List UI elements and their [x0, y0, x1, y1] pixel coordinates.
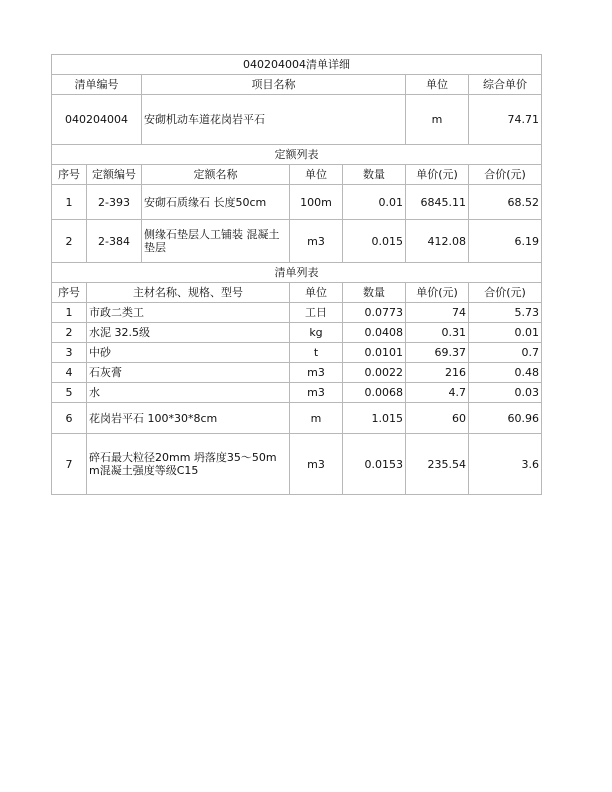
- quota-name: 安砌石质缘石 长度50cm: [142, 185, 290, 220]
- material-unit-header: 单位: [290, 283, 343, 303]
- material-name: 水: [87, 383, 290, 403]
- quota-no: 2: [52, 220, 87, 263]
- quota-qty-header: 数量: [343, 165, 406, 185]
- material-name: 花岗岩平石 100*30*8cm: [87, 403, 290, 434]
- material-unit-price: 60: [406, 403, 469, 434]
- material-row: [52, 343, 542, 363]
- material-total: 0.48: [469, 363, 542, 383]
- material-total: 0.03: [469, 383, 542, 403]
- quota-header-row: [52, 165, 542, 185]
- material-qty: 0.0408: [343, 323, 406, 343]
- quota-no-header: 序号: [52, 165, 87, 185]
- material-row: [52, 383, 542, 403]
- material-no: 6: [52, 403, 87, 434]
- material-total: 60.96: [469, 403, 542, 434]
- material-row: [52, 434, 542, 495]
- bill-row: [52, 95, 542, 145]
- quota-code-header: 定额编号: [87, 165, 142, 185]
- material-unit: m3: [290, 383, 343, 403]
- material-no: 5: [52, 383, 87, 403]
- quota-total: 6.19: [469, 220, 542, 263]
- material-section-row: [52, 263, 542, 283]
- material-unit: kg: [290, 323, 343, 343]
- material-unit-price: 216: [406, 363, 469, 383]
- quota-unit-header: 单位: [290, 165, 343, 185]
- material-qty: 0.0068: [343, 383, 406, 403]
- material-no: 7: [52, 434, 87, 495]
- material-no: 2: [52, 323, 87, 343]
- quota-code: 2-384: [87, 220, 142, 263]
- material-name: 中砂: [87, 343, 290, 363]
- quota-qty: 0.01: [343, 185, 406, 220]
- material-no: 3: [52, 343, 87, 363]
- quota-row: [52, 185, 542, 220]
- material-unit-price: 0.31: [406, 323, 469, 343]
- material-unit: 工日: [290, 303, 343, 323]
- material-no-header: 序号: [52, 283, 87, 303]
- material-qty: 1.015: [343, 403, 406, 434]
- bill-unit-header: 单位: [406, 75, 469, 95]
- material-row: [52, 363, 542, 383]
- quota-unit: m3: [290, 220, 343, 263]
- material-name: 市政二类工: [87, 303, 290, 323]
- bill-unit: m: [406, 95, 469, 145]
- material-section-title: 清单列表: [52, 263, 542, 283]
- quota-section-title: 定额列表: [52, 145, 542, 165]
- quota-total-header: 合价(元): [469, 165, 542, 185]
- material-unit: t: [290, 343, 343, 363]
- quota-unit: 100m: [290, 185, 343, 220]
- bill-header-row: [52, 75, 542, 95]
- material-row: [52, 323, 542, 343]
- quota-total: 68.52: [469, 185, 542, 220]
- quota-code: 2-393: [87, 185, 142, 220]
- bill-code: 040204004: [52, 95, 142, 145]
- material-unit-price: 69.37: [406, 343, 469, 363]
- material-unit: m: [290, 403, 343, 434]
- bill-code-header: 清单编号: [52, 75, 142, 95]
- material-name: 石灰膏: [87, 363, 290, 383]
- material-total-header: 合价(元): [469, 283, 542, 303]
- material-qty: 0.0101: [343, 343, 406, 363]
- material-name-header: 主材名称、规格、型号: [87, 283, 290, 303]
- quota-unit-price-header: 单价(元): [406, 165, 469, 185]
- material-unit-price: 235.54: [406, 434, 469, 495]
- material-name: 水泥 32.5级: [87, 323, 290, 343]
- material-header-row: [52, 283, 542, 303]
- material-name: 碎石最大粒径20mm 坍落度35～50mm混凝土强度等级C15: [87, 434, 290, 495]
- material-total: 0.01: [469, 323, 542, 343]
- material-unit-price-header: 单价(元): [406, 283, 469, 303]
- quota-qty: 0.015: [343, 220, 406, 263]
- material-qty: 0.0022: [343, 363, 406, 383]
- quota-section-row: [52, 145, 542, 165]
- bill-detail-table: [51, 54, 542, 495]
- quota-name-header: 定额名称: [142, 165, 290, 185]
- quota-unit-price: 412.08: [406, 220, 469, 263]
- table-title-row: [52, 55, 542, 75]
- bill-price: 74.71: [469, 95, 542, 145]
- material-unit: m3: [290, 363, 343, 383]
- quota-no: 1: [52, 185, 87, 220]
- material-row: [52, 403, 542, 434]
- material-qty-header: 数量: [343, 283, 406, 303]
- quota-name: 侧缘石垫层人工铺装 混凝土垫层: [142, 220, 290, 263]
- material-qty: 0.0153: [343, 434, 406, 495]
- material-unit-price: 4.7: [406, 383, 469, 403]
- material-row: [52, 303, 542, 323]
- quota-unit-price: 6845.11: [406, 185, 469, 220]
- material-no: 4: [52, 363, 87, 383]
- material-no: 1: [52, 303, 87, 323]
- material-qty: 0.0773: [343, 303, 406, 323]
- bill-name: 安砌机动车道花岗岩平石: [142, 95, 406, 145]
- quota-row: [52, 220, 542, 263]
- bill-name-header: 项目名称: [142, 75, 406, 95]
- material-unit-price: 74: [406, 303, 469, 323]
- material-unit: m3: [290, 434, 343, 495]
- material-total: 0.7: [469, 343, 542, 363]
- material-total: 3.6: [469, 434, 542, 495]
- material-total: 5.73: [469, 303, 542, 323]
- bill-price-header: 综合单价: [469, 75, 542, 95]
- table-title: 040204004清单详细: [52, 55, 542, 75]
